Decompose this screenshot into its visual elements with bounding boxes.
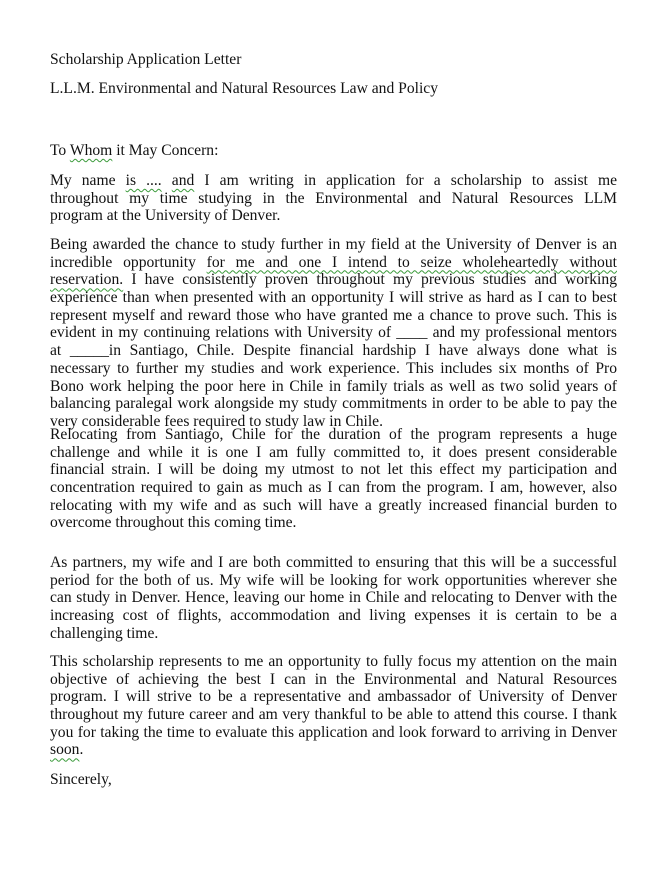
- text-line: throughout my time studying in the Environmental and Natural Resources LLM: [50, 189, 617, 207]
- text-segment: [162, 172, 172, 189]
- text-line: you for taking the time to evaluate this application and look forward to arriving in Denver: [50, 723, 617, 741]
- letter-title: Scholarship Application Letter: [50, 51, 242, 68]
- text-line: can study in Denver. Hence, leaving our home in Chile and relocating to Denver with the: [50, 589, 617, 607]
- paragraph-intro: [50, 172, 617, 225]
- text-line: increasing cost of flights, accommodation and living expenses it is certain to be a: [50, 607, 617, 625]
- spellcheck-underlined-text: Whom: [69, 142, 113, 159]
- spellcheck-underlined-text: and: [171, 172, 195, 189]
- spellcheck-underlined-text: for me and one I intend to seize wholeheartedly without: [206, 253, 617, 271]
- spellcheck-underlined-text: reservation.: [50, 271, 124, 289]
- paragraph-relocation: [50, 426, 617, 532]
- text-segment: To: [50, 142, 70, 159]
- text-segment: My name: [50, 172, 126, 189]
- text-line: Bono work helping the poor here in Chile in family trials as well as two solid years of: [50, 377, 617, 395]
- closing: Sincerely,: [50, 771, 112, 788]
- text-line: balancing paralegal work alongside my study commitments in order to be able to pay the: [50, 395, 617, 413]
- text-line: [50, 741, 617, 759]
- text-line: As partners, my wife and I are both committed to ensuring that this will be a successful: [50, 554, 617, 571]
- text-line: Being awarded the chance to study further in my field at the University of Denver is an: [50, 236, 617, 253]
- spellcheck-underlined-text: is ....: [125, 172, 162, 189]
- text-line: concentration required to gain as much as I can from the program. I am, however, also: [50, 479, 617, 497]
- text-line: challenging time.: [50, 624, 159, 642]
- text-line: necessary to further my studies and work experience. This includes six months of Pro: [50, 359, 617, 377]
- text-line: overcome throughout this coming time.: [50, 514, 297, 532]
- text-line: evident in my continuing relations with University of ____ and my professional mentors: [50, 324, 617, 342]
- text-segment: it May Concern:: [112, 142, 219, 159]
- text-line: experience than when presented with an opportunity I will strive as hard as I can to best: [50, 289, 617, 307]
- text-line: objective of achieving the best I can in the Environmental and Natural Resources: [50, 670, 617, 688]
- text-line: financial strain. I will be doing my utmost to not let this effect my participation and: [50, 461, 617, 479]
- text-segment: I am writing in application for a scholarship to assist me: [194, 172, 617, 189]
- letter-subtitle: L.L.M. Environmental and Natural Resources Law and Policy: [50, 80, 439, 97]
- text-segment: .: [79, 741, 84, 759]
- spellcheck-underlined-text: soon: [50, 741, 80, 759]
- text-line: program. I will strive to be a representative and ambassador of University of Denver: [50, 688, 617, 706]
- paragraph-opportunity: [50, 236, 617, 431]
- text-line: [50, 271, 617, 289]
- paragraph-partners: [50, 554, 617, 642]
- salutation: [50, 142, 617, 160]
- text-line: [50, 254, 617, 272]
- paragraph-conclusion: [50, 653, 617, 759]
- text-line: [50, 172, 617, 190]
- text-line: This scholarship represents to me an opportunity to fully focus my attention on the main: [50, 653, 617, 670]
- text-segment: incredible opportunity: [50, 253, 207, 271]
- text-line: throughout my future career and am very thankful to be able to attend this course. I thank: [50, 706, 617, 724]
- text-line: challenge and while it is one I am fully committed to, it does present considerable: [50, 443, 617, 461]
- text-line: relocating with my wife and as such will have a greatly increased financial burden to: [50, 496, 617, 514]
- text-line: very considerable fees required to study law in Chile.: [50, 412, 383, 430]
- text-line: at _____in Santiago, Chile. Despite financial hardship I have always done what is: [50, 342, 617, 360]
- text-line: represent myself and reward those who have granted me a chance to prove such. This is: [50, 306, 617, 324]
- text-segment: I have consistently proven throughout my previous studies and working: [123, 271, 617, 289]
- text-line: Relocating from Santiago, Chile for the duration of the program represents a huge: [50, 426, 617, 443]
- text-line: period for the both of us. My wife will be looking for work opportunities wherever she: [50, 571, 617, 589]
- text-line: program at the University of Denver.: [50, 207, 281, 225]
